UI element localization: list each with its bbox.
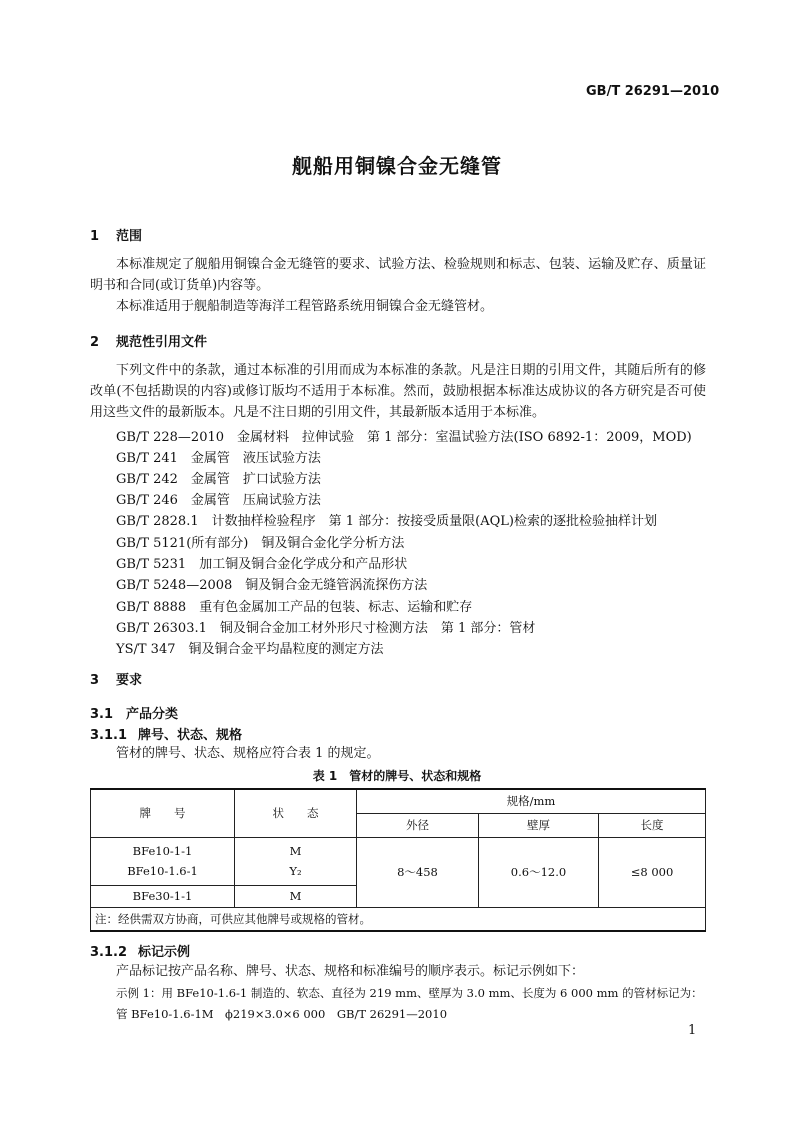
state-row-3: M — [235, 885, 357, 907]
table-1-caption: 表 1 管材的牌号、状态和规格 — [312, 769, 482, 783]
marking-example-code: 管 BFe10-1.6-1M ϕ219×3.0×6 000 GB/T 26291—2010 — [116, 1007, 448, 1021]
header-outer-diameter: 外径 — [357, 813, 479, 837]
grade-row-2: BFe10-1.6-1 — [127, 864, 198, 878]
grade-row-1: BFe10-1-1 — [132, 844, 193, 858]
header-grade: 牌 号 — [91, 789, 235, 837]
section-1-paragraph-2: 本标准适用于舰船制造等海洋工程管路系统用铜镍合金无缝管材。 — [116, 299, 494, 314]
section-2-paragraph: 下列文件中的条款，通过本标准的引用而成为本标准的条款。凡是注日期的引用文件，其随后所有的修改单(不包括勘误的内容)或修订版均不适用于本标准。然而，鼓励根据本标准达成协议的各方研究是否可使用这些文件的最新版本。凡是不注日期的引用文件，其最新版本适用于本标准。 — [90, 363, 706, 420]
subsection-3-1-1-heading — [90, 724, 242, 743]
section-title: 要求 — [116, 673, 143, 688]
section-number: 1 — [90, 229, 100, 244]
table-1 — [90, 788, 706, 932]
document-title: 舰船用铜镍合金无缝管 — [292, 154, 502, 178]
reference-item: GB/T 246 金属管 压扁试验方法 — [116, 493, 321, 508]
section-number: 3.1 — [90, 707, 114, 722]
section-1-paragraph-1: 本标准规定了舰船用铜镍合金无缝管的要求、试验方法、检验规则和标志、包装、运输及贮存、质量证明书和合同(或订货单)内容等。 — [90, 257, 706, 293]
header-spec-group: 规格/mm — [357, 789, 706, 813]
subsection-3-1-2-heading — [90, 941, 190, 960]
section-title: 产品分类 — [126, 707, 179, 722]
section-number: 2 — [90, 335, 100, 350]
reference-item: GB/T 228—2010 金属材料 拉伸试验 第 1 部分：室温试验方法(ISO 6892-1：2009，MOD) — [116, 430, 692, 445]
page-number: 1 — [688, 1023, 697, 1038]
section-title: 牌号、状态、规格 — [138, 728, 243, 743]
table-cell-length: ≤8 000 — [599, 837, 706, 907]
marking-example-text: 示例 1：用 BFe10-1.6-1 制造的、软态、直径为 219 mm、壁厚为 3.0 mm、长度为 6 000 mm 的管材标记为： — [116, 986, 703, 1000]
section-2-heading — [90, 331, 207, 350]
table-note: 注：经供需双方协商，可供应其他牌号或规格的管材。 — [91, 907, 706, 931]
state-row-1: M — [289, 844, 302, 858]
reference-item: GB/T 5231 加工铜及铜合金化学成分和产品形状 — [116, 557, 408, 572]
subsection-3-1-1-paragraph: 管材的牌号、状态、规格应符合表 1 的规定。 — [116, 746, 380, 761]
section-number: 3 — [90, 673, 100, 688]
section-number: 3.1.1 — [90, 728, 128, 743]
section-1-heading — [90, 225, 142, 244]
section-title: 标记示例 — [138, 945, 191, 960]
subsection-3-1-heading — [90, 703, 178, 722]
state-row-2: Y₂ — [289, 864, 302, 878]
table-cell-outer-diameter: 8～458 — [357, 837, 479, 907]
reference-item: GB/T 26303.1 铜及铜合金加工材外形尺寸检测方法 第 1 部分：管材 — [116, 621, 536, 636]
reference-item: YS/T 347 铜及铜合金平均晶粒度的测定方法 — [116, 642, 384, 657]
table-cell-wall: 0.6～12.0 — [479, 837, 599, 907]
header-wall: 壁厚 — [479, 813, 599, 837]
reference-item: GB/T 2828.1 计数抽样检验程序 第 1 部分：按接受质量限(AQL)检索的逐批检验抽样计划 — [116, 514, 657, 529]
reference-item: GB/T 241 金属管 液压试验方法 — [116, 451, 321, 466]
table-cell-state — [235, 837, 357, 885]
table-cell-grade — [91, 837, 235, 885]
subsection-3-1-2-paragraph: 产品标记按产品名称、牌号、状态、规格和标准编号的顺序表示。标记示例如下： — [116, 964, 585, 979]
standard-code: GB/T 26291—2010 — [586, 84, 720, 99]
section-title: 范围 — [116, 229, 143, 244]
section-number: 3.1.2 — [90, 945, 128, 960]
grade-row-3: BFe30-1-1 — [91, 885, 235, 907]
header-length: 长度 — [599, 813, 706, 837]
reference-item: GB/T 242 金属管 扩口试验方法 — [116, 472, 321, 487]
reference-item: GB/T 5121(所有部分) 铜及铜合金化学分析方法 — [116, 536, 405, 551]
section-title: 规范性引用文件 — [116, 335, 208, 350]
reference-item: GB/T 8888 重有色金属加工产品的包装、标志、运输和贮存 — [116, 600, 473, 615]
section-3-heading — [90, 669, 142, 688]
reference-item: GB/T 5248—2008 铜及铜合金无缝管涡流探伤方法 — [116, 578, 428, 593]
header-state: 状 态 — [235, 789, 357, 837]
